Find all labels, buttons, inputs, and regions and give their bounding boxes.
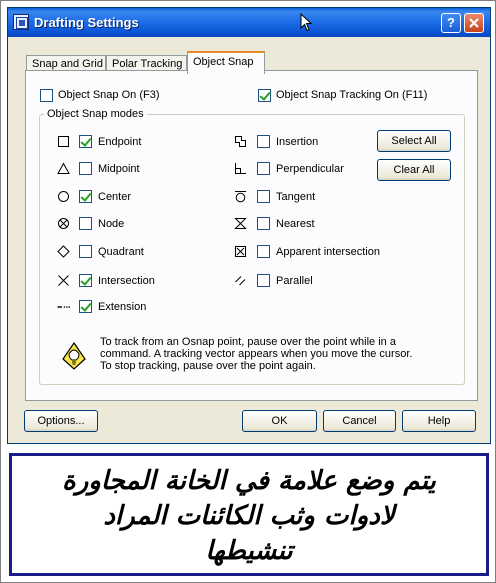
endpoint-checkbox[interactable] <box>79 135 92 148</box>
parallel-marker-icon <box>234 274 247 287</box>
endpoint-marker-icon <box>57 135 70 148</box>
close-icon <box>468 17 480 29</box>
info-line-3: To stop tracking, pause over the point again. <box>100 360 316 372</box>
midpoint-marker-icon <box>57 162 70 175</box>
caption-line-2: لادوات وثب الكائنات المراد <box>103 501 395 531</box>
tangent-checkbox[interactable] <box>257 190 270 203</box>
title-bar[interactable] <box>8 8 490 37</box>
drafting-settings-dialog <box>7 7 491 444</box>
object-snap-on-label: Object Snap On (F3) <box>58 89 160 101</box>
close-button[interactable] <box>464 13 484 33</box>
intersection-marker-icon <box>57 274 70 287</box>
insertion-checkbox[interactable] <box>257 135 270 148</box>
tab-object-snap[interactable]: Object Snap <box>187 51 265 74</box>
options-button[interactable]: Options... <box>24 410 98 432</box>
center-label: Center <box>98 191 132 203</box>
quadrant-marker-icon <box>57 245 70 258</box>
nearest-checkbox[interactable] <box>257 217 270 230</box>
center-checkbox[interactable] <box>79 190 92 203</box>
center-marker-icon <box>57 190 70 203</box>
apparent-intersection-label: Apparent intersection <box>276 246 380 258</box>
help-button[interactable]: Help <box>402 410 476 432</box>
apparent-intersection-checkbox[interactable] <box>257 245 270 258</box>
help-title-button[interactable]: ? <box>441 13 461 33</box>
extension-marker-icon <box>57 300 70 313</box>
parallel-checkbox[interactable] <box>257 274 270 287</box>
tab-polar-tracking[interactable]: Polar Tracking <box>106 55 187 73</box>
node-checkbox[interactable] <box>79 217 92 230</box>
extension-label: Extension <box>98 301 147 313</box>
tab-snap-and-grid[interactable]: Snap and Grid <box>26 55 106 73</box>
select-all-button[interactable]: Select All <box>377 130 451 152</box>
tangent-marker-icon <box>234 190 247 203</box>
object-snap-tracking-checkbox[interactable] <box>258 89 271 102</box>
intersection-label: Intersection <box>98 275 155 287</box>
node-label: Node <box>98 218 125 230</box>
mouse-cursor-icon <box>300 13 312 32</box>
arabic-caption <box>12 464 486 569</box>
caption-line-1: يتم وضع علامة في الخانة المجاورة <box>62 466 436 496</box>
extension-checkbox[interactable] <box>79 300 92 313</box>
ok-button[interactable]: OK <box>242 410 317 432</box>
object-snap-panel <box>25 70 478 401</box>
caption-line-3: تنشيطها <box>205 536 293 566</box>
insertion-marker-icon <box>234 135 247 148</box>
perpendicular-checkbox[interactable] <box>257 162 270 175</box>
object-snap-tracking-label: Object Snap Tracking On (F11) <box>276 89 428 101</box>
object-snap-on-checkbox[interactable] <box>40 89 53 102</box>
midpoint-checkbox[interactable] <box>79 162 92 175</box>
node-marker-icon <box>57 217 70 230</box>
cancel-button[interactable]: Cancel <box>323 410 396 432</box>
lightbulb-tip-icon <box>61 341 87 371</box>
endpoint-label: Endpoint <box>98 136 142 148</box>
clear-all-button[interactable]: Clear All <box>377 159 451 181</box>
nearest-label: Nearest <box>276 218 315 230</box>
arabic-caption-box <box>9 453 489 576</box>
group-title: Object Snap modes <box>44 108 147 120</box>
quadrant-label: Quadrant <box>98 246 144 258</box>
perpendicular-marker-icon <box>234 162 247 175</box>
app-icon <box>13 14 29 30</box>
info-line-2: command. A tracking vector appears when you move the cursor. <box>100 348 413 360</box>
window-title: Drafting Settings <box>34 15 139 30</box>
tangent-label: Tangent <box>276 191 316 203</box>
intersection-checkbox[interactable] <box>79 274 92 287</box>
parallel-label: Parallel <box>276 275 313 287</box>
tracking-info-text <box>100 336 412 372</box>
perpendicular-label: Perpendicular <box>276 163 344 175</box>
quadrant-checkbox[interactable] <box>79 245 92 258</box>
insertion-label: Insertion <box>276 136 319 148</box>
info-line-1: To track from an Osnap point, pause over the point while in a <box>100 336 396 348</box>
midpoint-label: Midpoint <box>98 163 140 175</box>
apparent-intersection-marker-icon <box>234 245 247 258</box>
nearest-marker-icon <box>234 217 247 230</box>
